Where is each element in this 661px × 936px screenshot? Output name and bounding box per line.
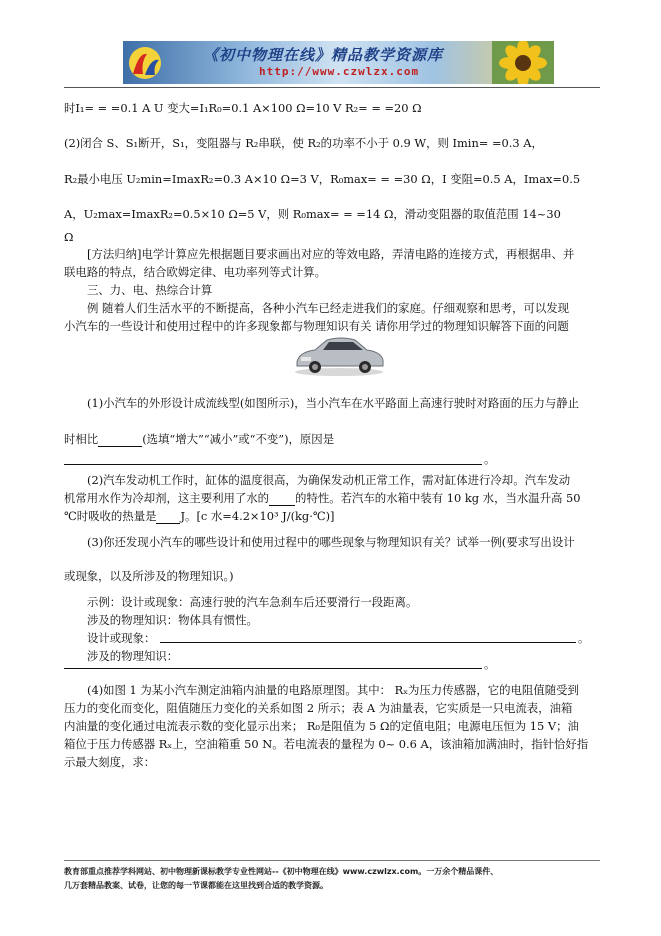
question-2-line-3 [64,508,334,524]
method-summary-line-1: [方法归纳]电学计算应先根据题目要求画出对应的等效电路，弄清电路的连接方式，再根据串、并 [87,247,575,261]
header-divider [64,87,600,88]
knowledge-label: 涉及的物理知识： [87,649,179,663]
example-intro-line-2: 小汽车的一些设计和使用过程中的许多现象都与物理知识有关 请你用学过的物理知识解答下面的问题 [64,319,569,333]
question-2-suffix: 的特性。若汽车的水箱中装有 10 kg 水，当水温升高 50 [295,491,581,505]
footer-line-1: 教育部重点推荐学科网站、初中物理新课标教学专业性网站--《初中物理在线》www.czwlzx.com。一万余个精品课件、 [64,867,499,876]
question-2-heat-suffix: J。[c 水=4.2×10³ J/(kg·℃)] [180,509,335,523]
design-answer-line[interactable] [160,642,576,643]
question-4-line-2: 压力的变化而变化，阻值随压力变化的关系如图 2 所示；表 A 为油量表，它实质是一只电流表，油箱 [64,701,573,715]
footer-divider [64,860,600,861]
footer-line-2: 几万套精品教案、试卷，让您的每一节课都能在这里找到合适的教学资源。 [64,881,328,890]
question-3-line-1: (3)你还发现小汽车的哪些设计和使用过程中的哪些现象与物理知识有关？试举一例(要求写出设计 [87,535,575,549]
question-2-heat-prefix: ℃时吸收的热量是 [64,509,157,523]
text-line-1: 时I₁= = =0.1 A U 变大=I₁R₀=0.1 A×100 Ω=10 V R₂= = =20 Ω [64,101,422,115]
question-4-line-3: 内油量的变化通过电流表示数的变化显示出来； R₀是阻值为 5 Ω的定值电阻；电源电压恒为 15 V；油 [64,719,579,733]
question-2-line-2 [64,490,581,506]
car-image [293,330,386,378]
example-design: 示例：设计或现象：高速行驶的汽车急刹车后还要滑行一段距离。 [87,595,418,609]
example-intro-line-1: 例 随着人们生活水平的不断提高，各种小汽车已经走进我们的家庭。仔细观察和思考，可以发现 [87,301,570,315]
question-3-line-2: 或现象，以及所涉及的物理知识。) [64,569,234,583]
banner-title: 《初中物理在线》精品教学资源库 [203,46,444,64]
design-answer-row [87,630,155,646]
question-1-prefix: 时相比 [64,432,99,446]
banner-url[interactable]: http://www.czwlzx.com [259,65,420,78]
answer-blank-2[interactable] [269,491,295,506]
knowledge-answer-line[interactable] [64,668,482,669]
sunflower-icon [492,41,554,84]
method-summary-line-2: 联电路的特点，结合欧姆定律、电功率列等式计算。 [64,265,326,279]
example-knowledge: 涉及的物理知识：物体具有惯性。 [87,613,258,627]
question-2-prefix: 机常用水作为冷却剂，这主要利用了水的 [64,491,270,505]
question-4-line-1: (4)如图 1 为某小汽车测定油箱内油量的电路原理图。其中： Rₓ为压力传感器，它的电阻值随受到 [87,683,579,697]
section-heading: 三、力、电、热综合计算 [87,283,213,297]
design-label: 设计或现象： [87,631,156,645]
text-line-4: A，U₂max=ImaxR₂=0.5×10 Ω=5 V，则 R₀max= = =14 Ω，滑动变阻器的取值范围 14~30 [64,207,561,221]
text-line-5: Ω [64,230,74,244]
answer-blank-1[interactable] [98,432,142,447]
question-1-line-2 [64,431,334,447]
text-line-3: R₂最小电压 U₂min=ImaxR₂=0.3 A×10 Ω=3 V，R₀max= = =30 Ω，I 变阻=0.5 A，Imax=0.5 [64,172,581,186]
question-4-line-4: 箱位于压力传感器 Rₓ上，空油箱重 50 N。若电流表的量程为 0~ 0.6 A，该油箱加满油时，指针恰好指 [64,737,589,751]
answer-line-reason[interactable] [64,464,482,465]
design-end-mark: 。 [578,631,590,645]
knowledge-end-mark: 。 [484,657,496,671]
answer-blank-3[interactable] [156,509,180,524]
question-1-end-mark: 。 [484,452,496,466]
question-1-options: (选填“增大”“减小”或“不变”)，原因是 [142,432,335,446]
logo-icon [125,44,165,81]
question-2-line-1: (2)汽车发动机工作时，缸体的温度很高，为确保发动机正常工作，需对缸体进行冷却。汽车发动 [87,473,571,487]
header-banner [123,41,554,84]
text-line-2: (2)闭合 S、S₁断开，S₁，变阻器与 R₂串联，使 R₂的功率不小于 0.9 W，则 Imin= =0.3 A， [64,136,543,150]
question-1-line-1: (1)小汽车的外形设计成流线型(如图所示)，当小汽车在水平路面上高速行驶时对路面的压力与静止 [87,396,580,410]
question-4-line-5: 示最大刻度，求： [64,755,156,769]
